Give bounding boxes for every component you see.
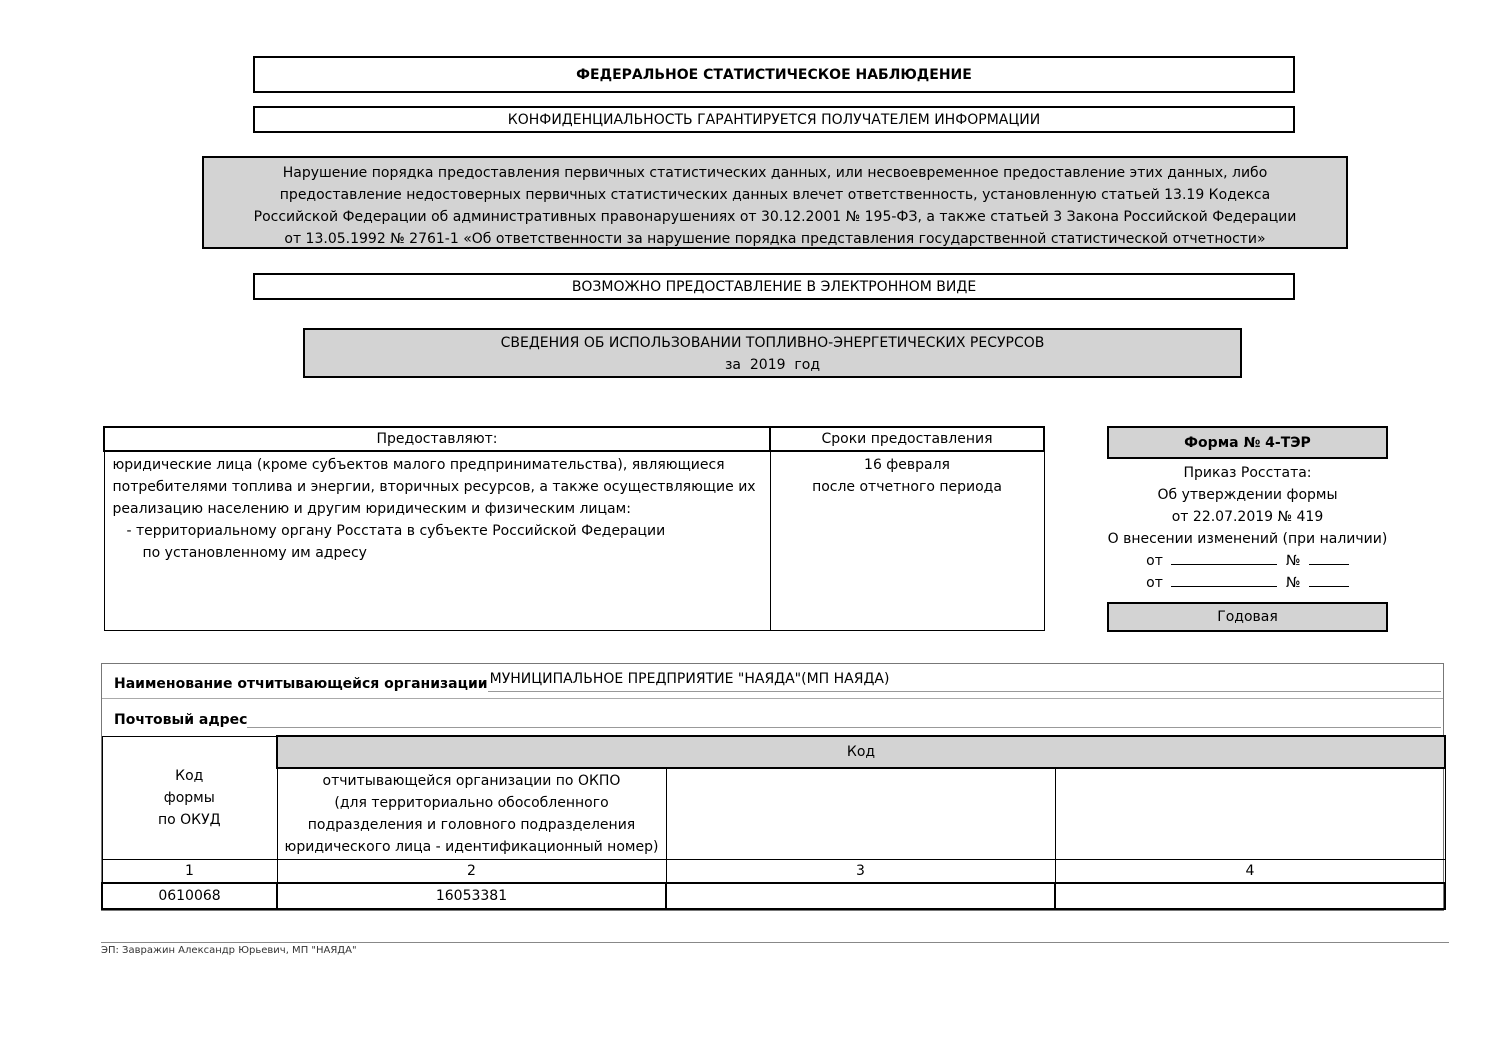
liability-warning-box (202, 156, 1348, 249)
number-label: № (1285, 575, 1301, 591)
submitters-table (103, 426, 1045, 631)
okpo-header-line: отчитывающейся организации по ОКПО (322, 773, 621, 789)
warning-line: Российской Федерации об административных правонарушениях от 30.12.2001 № 195-ФЗ, а также статьей 3 Закона Российской Федерации (253, 209, 1297, 225)
submitters-line: юридические лица (кроме субъектов малого предпринимательства), являющиеся (112, 457, 725, 473)
okud-header-line: по ОКУД (157, 811, 221, 828)
from-label: от (1146, 575, 1163, 591)
submitters-line: - территориальному органу Росстата в субъекте Российской Федерации (126, 523, 666, 539)
amendment-line (1100, 572, 1395, 594)
col3-header (666, 768, 1055, 860)
confidentiality-banner (253, 106, 1295, 133)
electronic-submission-banner (253, 273, 1295, 300)
submitters-line: по установленному им адресу (142, 545, 367, 561)
okud-header-line: формы (163, 789, 215, 806)
col4-header (1055, 768, 1445, 860)
column-number: 1 (102, 860, 277, 884)
date-blank (1171, 572, 1277, 587)
confidentiality-text: КОНФИДЕНЦИАЛЬНОСТЬ ГАРАНТИРУЕТСЯ ПОЛУЧАТЕЛЕМ ИНФОРМАЦИИ (507, 111, 1041, 128)
electronic-signature: ЭП: Завражин Александр Юрьевич, МП "НАЯДА" (101, 945, 357, 956)
number-blank (1309, 572, 1349, 587)
order-line: О внесении изменений (при наличии) (1107, 531, 1388, 547)
periodicity: Годовая (1217, 609, 1278, 625)
col3-value (666, 883, 1055, 909)
warning-line: от 13.05.1992 № 2761-1 «Об ответственности за нарушение порядка представления государственной статистической отчетности» (284, 231, 1266, 247)
report-title-box (303, 328, 1242, 378)
column-number: 2 (277, 860, 666, 884)
okud-header (102, 736, 277, 860)
submitters-header: Предоставляют: (104, 427, 770, 451)
report-title: СВЕДЕНИЯ ОБ ИСПОЛЬЗОВАНИИ ТОПЛИВНО-ЭНЕРГЕТИЧЕСКИХ РЕСУРСОВ (500, 335, 1045, 351)
organization-name-value: МУНИЦИПАЛЬНОЕ ПРЕДПРИЯТИЕ "НАЯДА"(МП НАЯДА) (488, 671, 1441, 692)
order-info (1100, 462, 1395, 594)
report-period: за 2019 год (724, 357, 821, 373)
electronic-submission-text: ВОЗМОЖНО ПРЕДОСТАВЛЕНИЕ В ЭЛЕКТРОННОМ ВИДЕ (571, 278, 977, 295)
submitters-line: реализацию населению и другим юридическим и физическим лицам: (112, 501, 631, 517)
okpo-code-value: 16053381 (277, 883, 666, 909)
footer-divider (101, 942, 1449, 943)
postal-address-value (247, 707, 1441, 728)
amendment-line (1100, 550, 1395, 572)
from-label: от (1146, 553, 1163, 569)
submitters-cell (104, 451, 770, 631)
deadline-cell (770, 451, 1044, 631)
deadline-header: Сроки предоставления (770, 427, 1044, 451)
federal-observation-text: ФЕДЕРАЛЬНОЕ СТАТИСТИЧЕСКОЕ НАБЛЮДЕНИЕ (576, 66, 972, 83)
number-label: № (1285, 553, 1301, 569)
number-blank (1309, 550, 1349, 565)
column-number: 4 (1055, 860, 1445, 884)
form-number-box (1107, 426, 1388, 459)
codes-table (101, 735, 1446, 910)
deadline-line: 16 февраля (864, 457, 950, 473)
okud-header-line: Код (175, 767, 204, 784)
submitters-line: потребителями топлива и энергии, вторичных ресурсов, а также осуществляющие их (112, 479, 756, 495)
code-header: Код (277, 736, 1445, 768)
warning-line: Нарушение порядка предоставления первичных статистических данных, или несвоевременное предоставление этих данных, либо (282, 165, 1268, 181)
okpo-header-line: (для территориально обособленного (334, 795, 609, 811)
okpo-header-line: юридического лица - идентификационный номер) (284, 839, 659, 855)
organization-name-row (114, 668, 1441, 692)
periodicity-box (1107, 602, 1388, 632)
okud-code-value: 0610068 (102, 883, 277, 909)
form-number: Форма № 4-ТЭР (1184, 434, 1311, 451)
order-line: Приказ Росстата: (1183, 465, 1312, 481)
date-blank (1171, 550, 1277, 565)
deadline-line: после отчетного периода (812, 479, 1002, 495)
warning-line: предоставление недостоверных первичных статистических данных влечет ответственность, установленную статьей 13.19 Кодекса (279, 187, 1271, 203)
postal-address-row (114, 704, 1441, 728)
postal-address-label: Почтовый адрес (114, 712, 248, 728)
organization-name-label: Наименование отчитывающейся организации (114, 676, 488, 692)
order-line: Об утверждении формы (1157, 487, 1338, 503)
column-number: 3 (666, 860, 1055, 884)
order-line: от 22.07.2019 № 419 (1171, 509, 1324, 525)
col4-value (1055, 883, 1445, 909)
okpo-header (277, 768, 666, 860)
federal-observation-banner (253, 56, 1295, 93)
row-divider (102, 698, 1443, 699)
okpo-header-line: подразделения и головного подразделения (307, 817, 636, 833)
